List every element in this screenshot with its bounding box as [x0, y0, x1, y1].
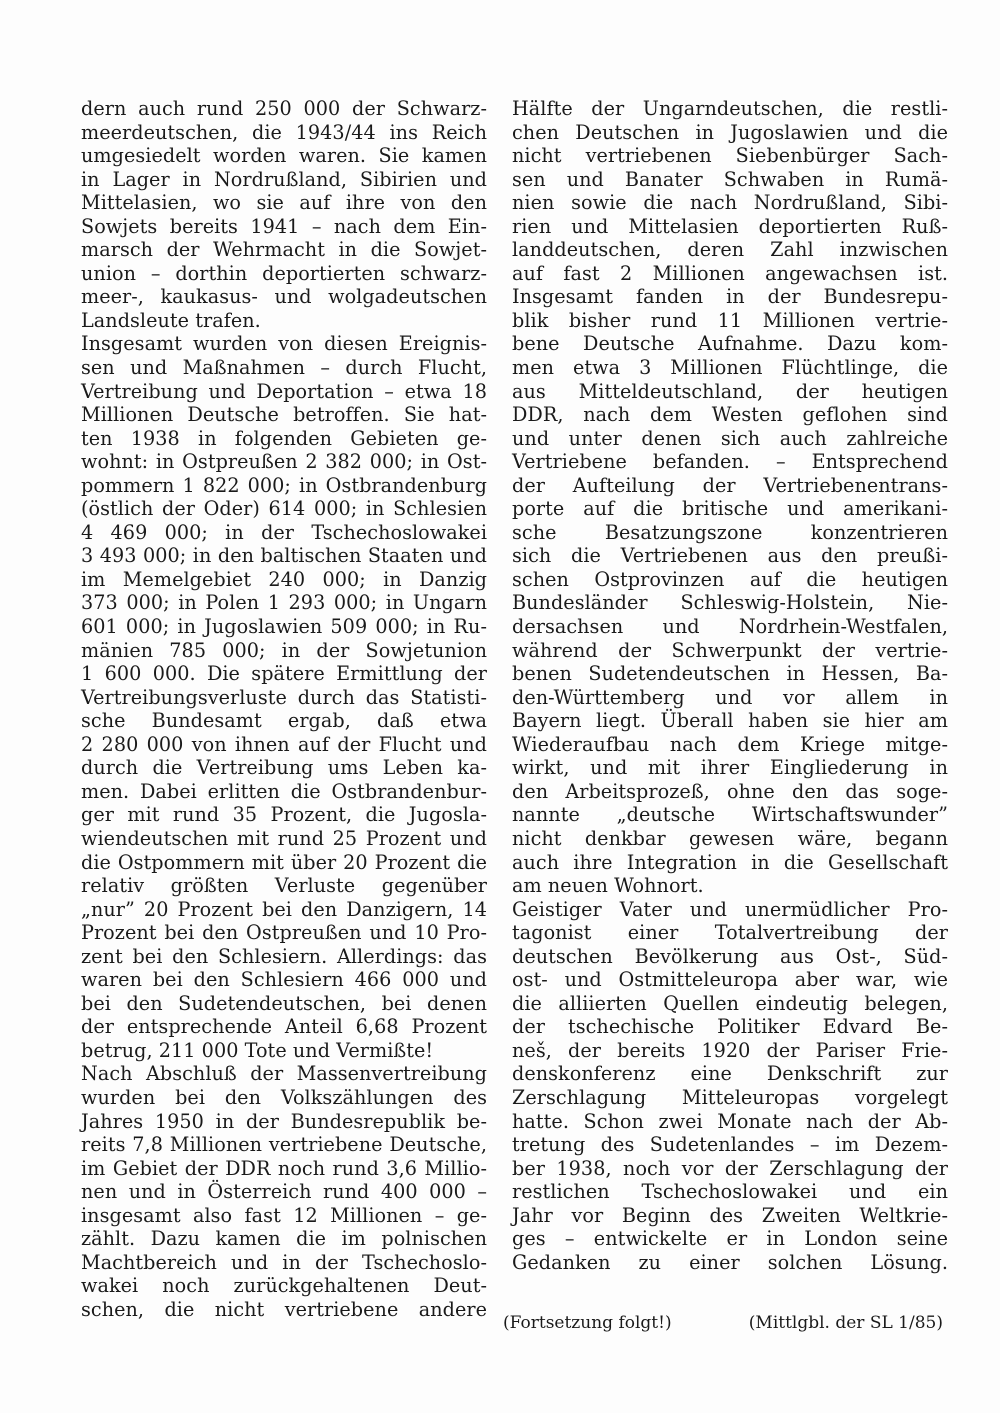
text-line: ber 1938, noch vor der Zerschlagung der	[512, 1156, 948, 1180]
text-line: relativ größten Verluste gegenüber	[81, 874, 487, 898]
text-line: durch die Vertreibung ums Leben ka-	[81, 756, 487, 780]
text-line: ten 1938 in folgenden Gebieten ge-	[81, 426, 487, 450]
text-line: tretung des Sudetenlandes – im Dezem-	[512, 1133, 948, 1157]
text-line: Jahres 1950 in der Bundesrepublik be-	[81, 1109, 487, 1133]
text-line: nicht denkbar gewesen wäre, begann	[512, 826, 948, 850]
text-line: Geistiger Vater und unermüdlicher Pro-	[512, 897, 948, 921]
text-line: Landsleute trafen.	[81, 308, 261, 332]
right-text-column	[512, 97, 948, 1274]
text-line: 2 280 000 von ihnen auf der Flucht und	[81, 732, 487, 756]
source-citation: (Mittlgbl. der SL 1/85)	[748, 1313, 943, 1333]
text-line: ges – entwickelte er in London seine	[512, 1227, 948, 1251]
text-line: 3 493 000; in den baltischen Staaten und	[81, 544, 487, 568]
text-line: dersachsen und Nordrhein-Westfalen,	[512, 615, 948, 639]
text-line: „nur” 20 Prozent bei den Danzigern, 14	[81, 897, 487, 921]
text-line: sen und Banater Schwaben in Rumä-	[512, 167, 948, 191]
text-line: Prozent bei den Ostpreußen und 10 Pro-	[81, 921, 487, 945]
text-line: Millionen Deutsche betroffen. Sie hat-	[81, 403, 487, 427]
text-line: nien sowie die nach Nordrußland, Sibi-	[512, 191, 948, 215]
text-line: wirkt, und mit ihrer Eingliederung in	[512, 756, 948, 780]
text-line: wakei noch zurückgehaltenen Deut-	[81, 1274, 487, 1298]
text-line: landdeutschen, deren Zahl inzwischen	[512, 238, 948, 262]
text-line: sen und Maßnahmen – durch Flucht,	[81, 356, 487, 380]
text-line: Zerschlagung Mitteleuropas vorgelegt	[512, 1085, 948, 1109]
text-line: meer-, kaukasus- und wolgadeutschen	[81, 285, 487, 309]
text-line: sche Besatzungszone konzentrieren	[512, 520, 948, 544]
text-line: restlichen Tschechoslowakei und ein	[512, 1180, 948, 1204]
text-line: Vertreibung und Deportation – etwa 18	[81, 379, 487, 403]
text-line: während der Schwerpunkt der vertrie-	[512, 638, 948, 662]
text-line: porte auf die britische und amerikani-	[512, 497, 948, 521]
text-line: pommern 1 822 000; in Ostbrandenburg	[81, 473, 487, 497]
text-line: men. Dabei erlitten die Ostbrandenbur-	[81, 779, 487, 803]
text-line: Bayern liegt. Überall haben sie hier am	[512, 709, 948, 733]
text-line: blik bisher rund 11 Millionen vertrie-	[512, 308, 948, 332]
text-line: rien und Mittelasien deportierten Ruß-	[512, 214, 948, 238]
text-line: Sowjets bereits 1941 – nach dem Ein-	[81, 214, 487, 238]
text-line: neš, der bereits 1920 der Pariser Frie-	[512, 1038, 948, 1062]
text-line: sche Bundesamt ergab, daß etwa	[81, 709, 487, 733]
text-line: auch ihre Integration in die Gesellschaft	[512, 850, 948, 874]
text-line: men etwa 3 Millionen Flüchtlinge, die	[512, 356, 948, 380]
text-line: im Gebiet der DDR noch rund 3,6 Millio-	[81, 1156, 487, 1180]
text-line: der entsprechende Anteil 6,68 Prozent	[81, 1015, 487, 1039]
text-line: denskonferenz eine Denkschrift zur	[512, 1062, 948, 1086]
text-line: marsch der Wehrmacht in die Sowjet-	[81, 238, 487, 262]
text-line: auf fast 2 Millionen angewachsen ist.	[512, 261, 948, 285]
text-line: die Ostpommern mit über 20 Prozent die	[81, 850, 487, 874]
text-line: wohnt: in Ostpreußen 2 382 000; in Ost-	[81, 450, 487, 474]
text-line: 1 600 000. Die spätere Ermittlung der	[81, 662, 487, 686]
text-line: am neuen Wohnort.	[512, 874, 704, 898]
text-line: Machtbereich und in der Tschechoslo-	[81, 1250, 487, 1274]
text-line: hatte. Schon zwei Monate nach der Ab-	[512, 1109, 948, 1133]
text-line: und unter denen sich auch zahlreiche	[512, 426, 948, 450]
text-line: bene Deutsche Aufnahme. Dazu kom-	[512, 332, 948, 356]
text-line: Vertriebene befanden. – Entsprechend	[512, 450, 948, 474]
text-line: reits 7,8 Millionen vertriebene Deutsche,	[81, 1133, 487, 1157]
text-line: Vertreibungsverluste durch das Statisti-	[81, 685, 487, 709]
text-line: 601 000; in Jugoslawien 509 000; in Ru-	[81, 615, 487, 639]
text-line: tagonist einer Totalvertreibung der	[512, 921, 948, 945]
text-line: schen Ostprovinzen auf die heutigen	[512, 567, 948, 591]
text-line: DDR, nach dem Westen geflohen sind	[512, 403, 948, 427]
text-line: Jahr vor Beginn des Zweiten Weltkrie-	[512, 1203, 948, 1227]
text-line: union – dorthin deportierten schwarz-	[81, 261, 487, 285]
text-line: dern auch rund 250 000 der Schwarz-	[81, 97, 487, 120]
text-line: sich die Vertriebenen aus den preußi-	[512, 544, 948, 568]
text-line: insgesamt also fast 12 Millionen – ge-	[81, 1203, 487, 1227]
text-line: bei den Sudetendeutschen, bei denen	[81, 991, 487, 1015]
text-line: Hälfte der Ungarndeutschen, die restli-	[512, 97, 948, 120]
text-line: waren bei den Schlesiern 466 000 und	[81, 968, 487, 992]
text-line: Bundesländer Schleswig-Holstein, Nie-	[512, 591, 948, 615]
text-line: die alliierten Quellen eindeutig belegen,	[512, 991, 948, 1015]
text-line: in Lager in Nordrußland, Sibirien und	[81, 167, 487, 191]
text-line: Insgesamt fanden in der Bundesrepu-	[512, 285, 948, 309]
text-line: aus Mitteldeutschland, der heutigen	[512, 379, 948, 403]
text-line: den Arbeitsprozeß, ohne den das soge-	[512, 779, 948, 803]
text-line: schen, die nicht vertriebene andere	[81, 1297, 487, 1321]
text-line: deutschen Bevölkerung aus Ost-, Süd-	[512, 944, 948, 968]
text-line: meerdeutschen, die 1943/44 ins Reich	[81, 120, 487, 144]
text-line: wiendeutschen mit rund 25 Prozent und	[81, 826, 487, 850]
text-line: wurden bei den Volkszählungen des	[81, 1085, 487, 1109]
text-line: benen Sudetendeutschen in Hessen, Ba-	[512, 662, 948, 686]
text-line: der tschechische Politiker Edvard Be-	[512, 1015, 948, 1039]
text-line: nen und in Österreich rund 400 000 –	[81, 1180, 487, 1204]
text-line: nannte „deutsche Wirtschaftswunder”	[512, 803, 948, 827]
text-line: 373 000; in Polen 1 293 000; in Ungarn	[81, 591, 487, 615]
text-line: zent bei den Schlesiern. Allerdings: das	[81, 944, 487, 968]
left-text-column	[81, 97, 487, 1321]
text-line: Mittelasien, wo sie auf ihre von den	[81, 191, 487, 215]
text-line: im Memelgebiet 240 000; in Danzig	[81, 567, 487, 591]
text-line: mänien 785 000; in der Sowjetunion	[81, 638, 487, 662]
text-line: (östlich der Oder) 614 000; in Schlesien	[81, 497, 487, 521]
text-line: Insgesamt wurden von diesen Ereignis-	[81, 332, 487, 356]
text-line: ost- und Ostmitteleuropa aber war, wie	[512, 968, 948, 992]
text-line: Gedanken zu einer solchen Lösung.	[512, 1250, 948, 1274]
text-line: 4 469 000; in der Tschechoslowakei	[81, 520, 487, 544]
text-line: den-Württemberg und vor allem in	[512, 685, 948, 709]
text-line: zählt. Dazu kamen die im polnischen	[81, 1227, 487, 1251]
text-line: Wiederaufbau nach dem Kriege mitge-	[512, 732, 948, 756]
text-line: Nach Abschluß der Massenvertreibung	[81, 1062, 487, 1086]
continuation-note: (Fortsetzung folgt!)	[503, 1313, 672, 1333]
text-line: umgesiedelt worden waren. Sie kamen	[81, 144, 487, 168]
text-line: ger mit rund 35 Prozent, die Jugosla-	[81, 803, 487, 827]
text-line: der Aufteilung der Vertriebenentrans-	[512, 473, 948, 497]
text-line: betrug, 211 000 Tote und Vermißte!	[81, 1038, 434, 1062]
text-line: chen Deutschen in Jugoslawien und die	[512, 120, 948, 144]
text-line: nicht vertriebenen Siebenbürger Sach-	[512, 144, 948, 168]
